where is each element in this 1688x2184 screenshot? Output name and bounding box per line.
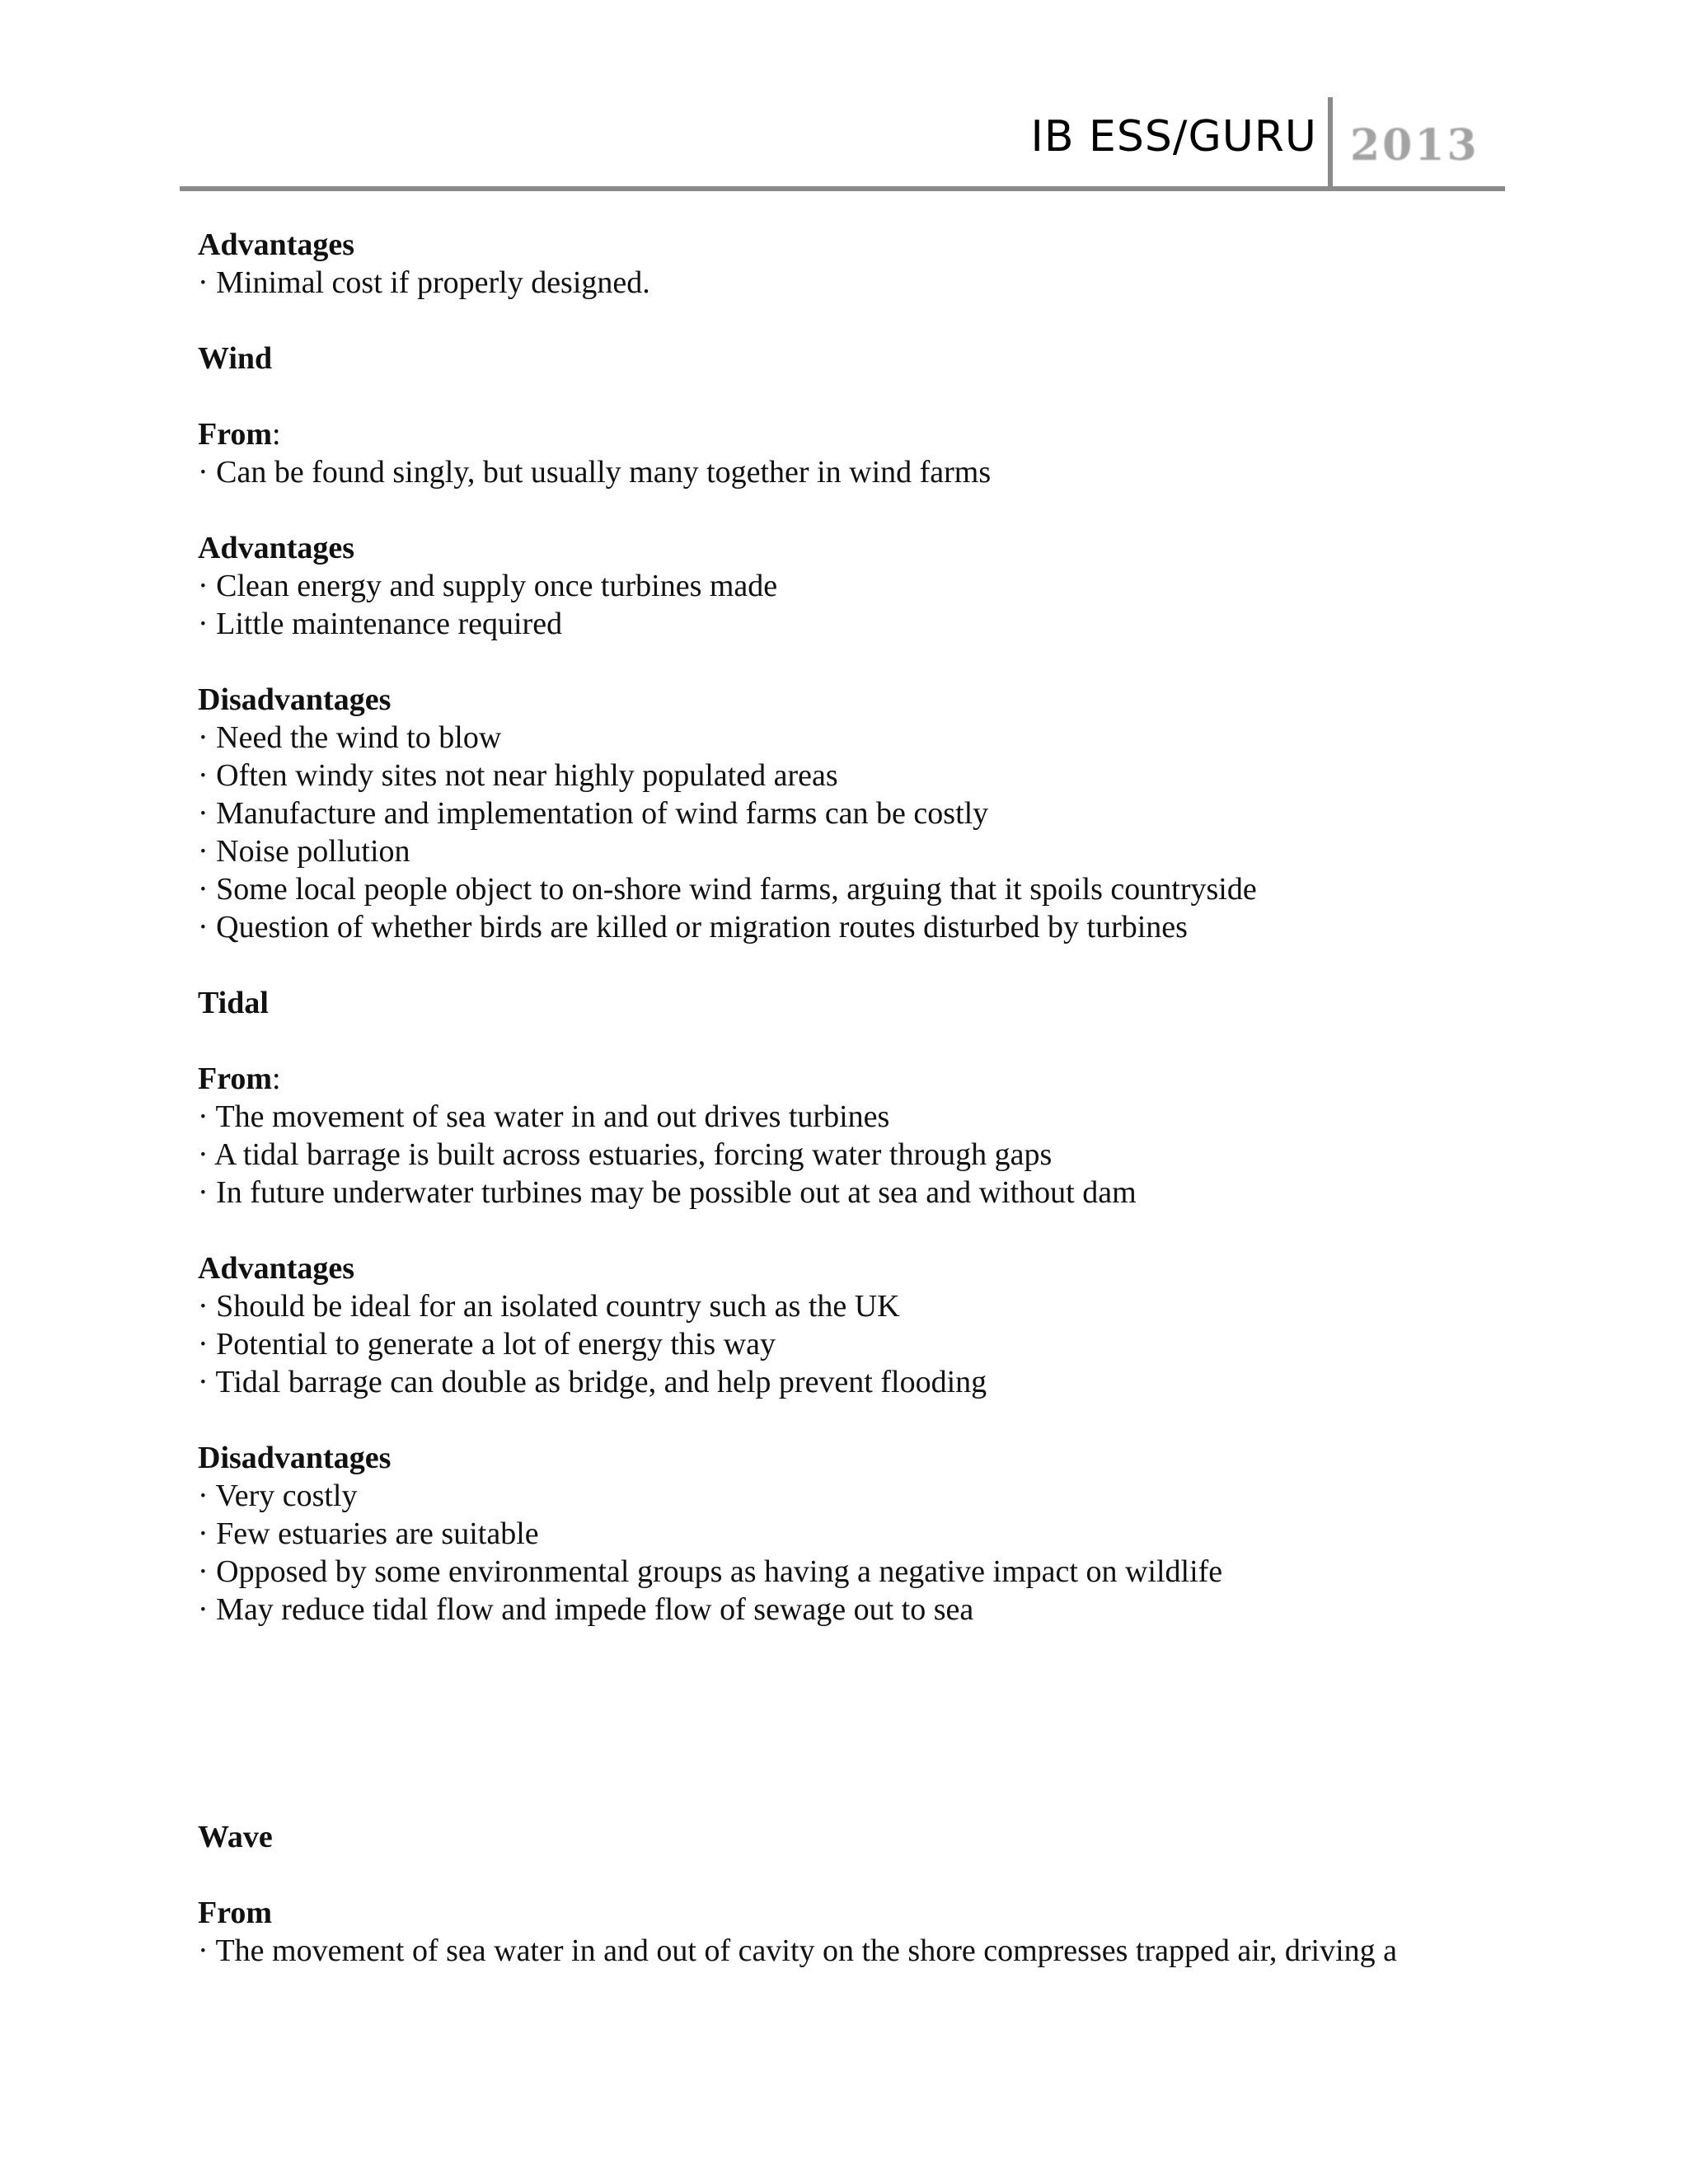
header-title: IB ESS/GURU (1030, 112, 1317, 162)
list-item: · The movement of sea water in and out drives turbines (198, 1099, 890, 1134)
section-heading: From (198, 1896, 273, 1930)
section-heading: Disadvantages (198, 1441, 392, 1475)
wave-from-section (198, 1894, 1517, 1970)
section-heading: From (198, 417, 273, 452)
list-item: · Some local people object to on-shore wind farms, arguing that it spoils countryside (198, 872, 1257, 907)
list-item: · In future underwater turbines may be possible out at sea and without dam (198, 1175, 1137, 1210)
list-item: · May reduce tidal flow and impede flow of sewage out to sea (198, 1592, 974, 1627)
wind-disadvantages-section (198, 681, 1517, 946)
heading-suffix: : (272, 417, 281, 452)
tidal-advantages-section (198, 1249, 1517, 1401)
list-item: · Tidal barrage can double as bridge, and help prevent flooding (198, 1365, 987, 1399)
list-item: · Minimal cost if properly designed. (198, 265, 650, 300)
section-heading: Advantages (198, 531, 355, 565)
header-year: 2013 (1350, 120, 1479, 171)
wind-advantages-section (198, 529, 1517, 643)
list-item: · Can be found singly, but usually many together in wind farms (198, 455, 992, 490)
wind-from-section (198, 415, 1517, 491)
list-item: · Clean energy and supply once turbines made (198, 569, 778, 603)
section-heading: Advantages (198, 1251, 355, 1286)
wave-title-section (198, 1818, 1517, 1856)
document-body (198, 226, 1517, 2008)
wind-from-heading-line (198, 415, 1517, 453)
section-heading: From (198, 1062, 273, 1096)
wind-title: Wind (198, 341, 273, 376)
list-item: · Should be ideal for an isolated country such as the UK (198, 1289, 900, 1324)
list-item: · A tidal barrage is built across estuaries, forcing water through gaps (198, 1137, 1053, 1172)
wind-title-section (198, 340, 1517, 377)
tidal-disadvantages-section (198, 1439, 1517, 1629)
section-heading: Advantages (198, 227, 355, 262)
list-item: · Little maintenance required (198, 607, 563, 641)
tidal-from-heading-line (198, 1060, 1517, 1098)
tidal-title-section (198, 984, 1517, 1022)
list-item: · Potential to generate a lot of energy this way (198, 1327, 776, 1361)
list-item: · Often windy sites not near highly populated areas (198, 758, 838, 793)
heading-suffix: : (272, 1062, 281, 1096)
section-heading: Disadvantages (198, 682, 392, 717)
tidal-from-section (198, 1060, 1517, 1212)
tidal-title: Tidal (198, 986, 269, 1020)
page-header (180, 97, 1505, 191)
header-divider (1328, 97, 1333, 186)
blank-space (198, 1666, 1517, 1818)
list-item: · Need the wind to blow (198, 720, 502, 755)
list-item: · Opposed by some environmental groups as having a negative impact on wildlife (198, 1554, 1223, 1589)
list-item: · Manufacture and implementation of wind farms can be costly (198, 796, 989, 831)
wave-title: Wave (198, 1820, 273, 1854)
list-item: · Very costly (198, 1479, 358, 1513)
list-item: · Few estuaries are suitable (198, 1516, 539, 1551)
list-item: · Noise pollution (198, 834, 410, 869)
list-item: · Question of whether birds are killed or migration routes disturbed by turbines (198, 910, 1188, 944)
list-item: · The movement of sea water in and out of cavity on the shore compresses trapped air, driving a (198, 1933, 1398, 1968)
advantages-section (198, 226, 1517, 302)
